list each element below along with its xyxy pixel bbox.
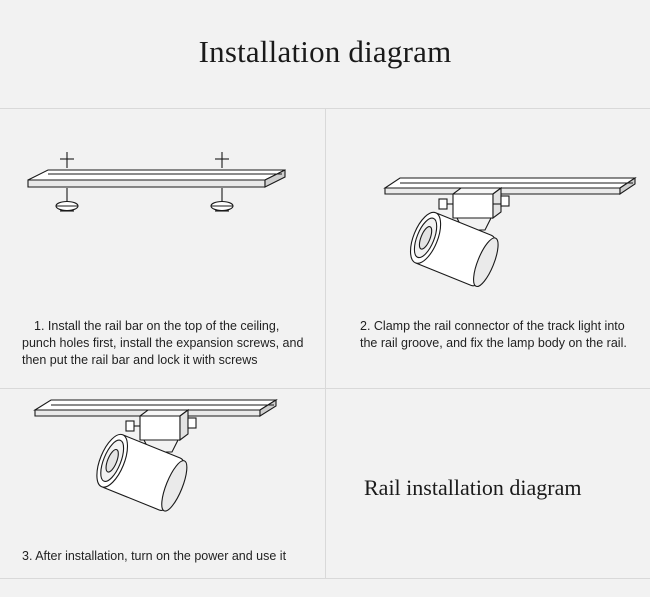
vertical-divider-top xyxy=(325,108,326,388)
horizontal-divider-middle xyxy=(0,388,650,389)
vertical-divider-bottom xyxy=(325,388,326,578)
step-1-illustration xyxy=(10,130,315,305)
step-2-illustration xyxy=(335,160,640,310)
track-light-clamped-on-rail-svg xyxy=(335,160,640,310)
horizontal-divider-bottom xyxy=(0,578,650,579)
rail-bar-with-expansion-screws-svg xyxy=(10,130,315,305)
step-3-caption: 3. After installation, turn on the power and use it xyxy=(22,549,287,563)
page-title: Installation diagram xyxy=(198,34,452,69)
track-light-installed-svg xyxy=(10,390,315,540)
rail-installation-label: Rail installation diagram xyxy=(364,475,582,500)
step-1-caption: 1. Install the rail bar on the top of the ceiling, punch holes first, install the expansion screws, and then put the rail bar and lock it with screws xyxy=(22,319,304,367)
step-2-caption: 2. Clamp the rail connector of the track light into the rail groove, and fix the lamp body on the rail. xyxy=(360,319,627,350)
step-3-illustration xyxy=(10,390,315,540)
horizontal-divider-top xyxy=(0,108,650,109)
